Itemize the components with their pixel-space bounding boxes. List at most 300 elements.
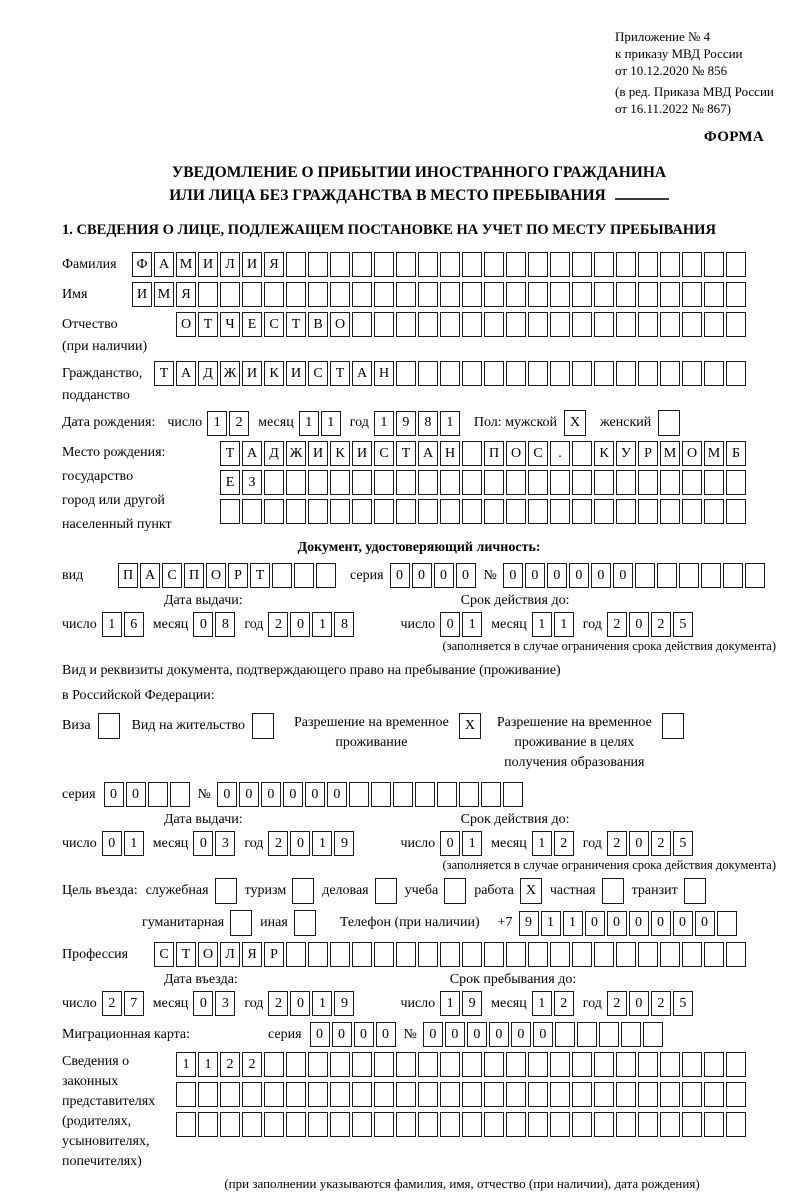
- char-box: [550, 1052, 570, 1077]
- char-box: [594, 282, 614, 307]
- purpose-transit-checkbox: [684, 878, 706, 904]
- birth-place-row2-cells: [220, 470, 746, 495]
- char-box: [726, 252, 746, 277]
- identity-doc-dates-row: [62, 612, 776, 637]
- issue-date-heading: Дата выдачи:: [164, 593, 243, 608]
- char-box: П: [184, 563, 204, 588]
- char-box: 2: [651, 991, 671, 1016]
- char-box: [528, 942, 548, 967]
- char-box: [418, 1082, 438, 1107]
- rvp-education-checkbox: [662, 713, 684, 739]
- char-box: 9: [334, 991, 354, 1016]
- day-label: число: [400, 995, 436, 1011]
- char-box: О: [506, 441, 526, 466]
- char-box: [396, 312, 416, 337]
- char-box: [308, 499, 328, 524]
- char-box: [506, 942, 526, 967]
- char-box: Ф: [132, 252, 152, 277]
- day-label: число: [62, 995, 97, 1011]
- stay-doc-dates-row: [62, 831, 776, 856]
- char-box: [638, 252, 658, 277]
- char-box: [459, 782, 479, 807]
- char-box: [616, 361, 636, 386]
- char-box: 2: [651, 612, 671, 637]
- residence-permit-checkbox: [252, 713, 274, 739]
- char-box: [444, 878, 466, 904]
- char-box: 1: [102, 612, 122, 637]
- representatives-label-line: Сведения о: [62, 1054, 130, 1069]
- migration-series-cells: [310, 1022, 396, 1047]
- stay-valid-date-group: [400, 831, 692, 856]
- stay-until-heading: Срок пребывания до:: [449, 972, 577, 987]
- char-box: [440, 1112, 460, 1137]
- issue-month-cells: [193, 831, 235, 856]
- char-box: [316, 563, 336, 588]
- char-box: 8: [418, 411, 438, 436]
- char-box: А: [352, 361, 372, 386]
- char-box: [440, 282, 460, 307]
- given-name-cells: [132, 282, 746, 307]
- char-box: [550, 312, 570, 337]
- char-box: [616, 282, 636, 307]
- char-box: [660, 312, 680, 337]
- char-box: [484, 1112, 504, 1137]
- char-box: [242, 1112, 262, 1137]
- char-box: [704, 282, 724, 307]
- char-box: Я: [264, 252, 284, 277]
- char-box: 2: [607, 831, 627, 856]
- rvp-education-option: [497, 713, 684, 773]
- char-box: [294, 563, 314, 588]
- char-box: 1: [440, 991, 460, 1016]
- purpose-tourism-checkbox: [292, 878, 314, 904]
- doc-type-label: вид: [62, 567, 84, 583]
- valid-day-cells: [440, 612, 482, 637]
- char-box: [550, 1082, 570, 1107]
- char-box: [572, 361, 592, 386]
- char-box: [726, 470, 746, 495]
- char-box: Р: [638, 441, 658, 466]
- char-box: М: [176, 252, 196, 277]
- char-box: [550, 1112, 570, 1137]
- section1-heading: 1. СВЕДЕНИЯ О ЛИЦЕ, ПОДЛЕЖАЩЕМ ПОСТАНОВКЕ НА УЧЕТ ПО МЕСТУ ПРЕБЫВАНИЯ: [62, 222, 716, 238]
- char-box: К: [594, 441, 614, 466]
- char-box: Ж: [220, 361, 240, 386]
- char-box: [638, 1052, 658, 1077]
- char-box: [418, 1052, 438, 1077]
- purpose-other-checkbox: [294, 910, 316, 936]
- char-box: 3: [215, 991, 235, 1016]
- identity-issue-date-group: [62, 612, 354, 637]
- char-box: [396, 1052, 416, 1077]
- citizenship-label: Гражданство, подданство: [62, 366, 143, 403]
- char-box: [594, 499, 614, 524]
- char-box: А: [154, 252, 174, 277]
- issue-day-cells: [102, 612, 144, 637]
- char-box: О: [682, 441, 702, 466]
- char-box: [352, 499, 372, 524]
- visa-option: [62, 713, 120, 739]
- char-box: [440, 499, 460, 524]
- char-box: [635, 563, 655, 588]
- gender-female-label: женский: [600, 415, 652, 430]
- char-box: .: [550, 441, 570, 466]
- gender-male-label: Пол: мужской: [473, 415, 558, 430]
- char-box: [286, 1112, 306, 1137]
- char-box: 0: [511, 1022, 531, 1047]
- char-box: [308, 252, 328, 277]
- char-box: 0: [445, 1022, 465, 1047]
- char-box: С: [374, 441, 394, 466]
- surname-cells: [132, 252, 746, 277]
- char-box: [484, 942, 504, 967]
- char-box: [682, 470, 702, 495]
- birth-place-row3-cells: [220, 499, 746, 524]
- char-box: [528, 282, 548, 307]
- char-box: 0: [489, 1022, 509, 1047]
- char-box: [572, 441, 592, 466]
- char-box: 0: [193, 991, 213, 1016]
- char-box: [330, 282, 350, 307]
- char-box: 0: [533, 1022, 553, 1047]
- char-box: [594, 312, 614, 337]
- char-box: 0: [283, 782, 303, 807]
- stay-number-label: №: [197, 786, 211, 802]
- purpose-humanitarian-checkbox: [230, 910, 252, 936]
- birth-place-labels: [62, 441, 220, 537]
- char-box: А: [140, 563, 160, 588]
- char-box: [638, 1112, 658, 1137]
- day-label: число: [400, 835, 436, 851]
- char-box: [308, 470, 328, 495]
- char-box: 0: [193, 831, 213, 856]
- surname-row: [62, 252, 776, 277]
- char-box: [506, 1082, 526, 1107]
- birth-date-row: [62, 410, 776, 436]
- char-box: 9: [396, 411, 416, 436]
- char-box: 0: [591, 563, 611, 588]
- char-box: [660, 499, 680, 524]
- char-box: [286, 1052, 306, 1077]
- identity-valid-date-group: [400, 612, 692, 637]
- char-box: [704, 470, 724, 495]
- valid-month-cells: [532, 831, 574, 856]
- char-box: 0: [261, 782, 281, 807]
- migration-card-label: Миграционная карта:: [62, 1026, 191, 1042]
- char-box: [723, 563, 743, 588]
- char-box: [660, 942, 680, 967]
- annex-line: от 10.12.2020 № 856: [615, 63, 728, 78]
- char-box: И: [286, 361, 306, 386]
- char-box: [220, 1082, 240, 1107]
- char-box: [418, 942, 438, 967]
- char-box: 0: [290, 612, 310, 637]
- char-box: [396, 252, 416, 277]
- char-box: 2: [554, 831, 574, 856]
- char-box: [528, 1052, 548, 1077]
- char-box: 5: [673, 831, 693, 856]
- char-box: [418, 312, 438, 337]
- char-box: [484, 1082, 504, 1107]
- char-box: [662, 713, 684, 739]
- char-box: [506, 470, 526, 495]
- char-box: Ч: [220, 312, 240, 337]
- migration-card-row: [62, 1022, 776, 1047]
- char-box: 0: [607, 911, 627, 936]
- stay-month-cells: [532, 991, 574, 1016]
- char-box: [704, 1112, 724, 1137]
- char-box: [484, 361, 504, 386]
- char-box: 1: [532, 612, 552, 637]
- char-box: [462, 312, 482, 337]
- char-box: [577, 1022, 597, 1047]
- char-box: [418, 470, 438, 495]
- phone-label: Телефон (при наличии): [339, 915, 480, 930]
- visa-label: Виза: [62, 718, 91, 733]
- char-box: [643, 1022, 663, 1047]
- title-underline-blank: [615, 188, 669, 200]
- char-box: О: [330, 312, 350, 337]
- char-box: [638, 282, 658, 307]
- char-box: [484, 499, 504, 524]
- char-box: [352, 942, 372, 967]
- char-box: [371, 782, 391, 807]
- char-box: [286, 1082, 306, 1107]
- char-box: [594, 1052, 614, 1077]
- char-box: [550, 282, 570, 307]
- char-box: 0: [673, 911, 693, 936]
- char-box: 1: [299, 411, 319, 436]
- char-box: [704, 252, 724, 277]
- char-box: [286, 282, 306, 307]
- char-box: [396, 1112, 416, 1137]
- purpose-row1: [62, 878, 776, 904]
- char-box: [264, 470, 284, 495]
- char-box: [594, 942, 614, 967]
- char-box: 1: [563, 911, 583, 936]
- birth-place-sublabel: город или другой: [62, 493, 165, 508]
- char-box: 1: [312, 612, 332, 637]
- char-box: Е: [242, 312, 262, 337]
- purpose-business-checkbox: [215, 878, 237, 904]
- citizenship-row: [62, 361, 776, 405]
- char-box: [528, 361, 548, 386]
- char-box: [440, 312, 460, 337]
- char-box: [660, 282, 680, 307]
- char-box: 1: [176, 1052, 196, 1077]
- doc-number-cells: [503, 563, 765, 588]
- char-box: [638, 312, 658, 337]
- stay-doc-intro-line1: Вид и реквизиты документа, подтверждающего право на пребывание (проживание): [62, 663, 561, 678]
- purpose-work-checkbox: [520, 878, 542, 904]
- year-label: год: [244, 616, 264, 632]
- char-box: [594, 1112, 614, 1137]
- char-box: 0: [440, 612, 460, 637]
- char-box: [176, 1082, 196, 1107]
- migration-number-cells: [423, 1022, 663, 1047]
- char-box: [170, 782, 190, 807]
- char-box: [660, 361, 680, 386]
- issue-day-cells: [102, 831, 144, 856]
- char-box: М: [704, 441, 724, 466]
- char-box: 0: [327, 782, 347, 807]
- char-box: 5: [673, 991, 693, 1016]
- char-box: 0: [613, 563, 633, 588]
- surname-label: Фамилия: [62, 256, 117, 272]
- citizenship-cells: [154, 361, 746, 386]
- char-box: [682, 252, 702, 277]
- char-box: 9: [462, 991, 482, 1016]
- char-box: [484, 252, 504, 277]
- char-box: Т: [176, 942, 196, 967]
- char-box: [717, 911, 737, 936]
- char-box: [198, 1082, 218, 1107]
- char-box: [418, 252, 438, 277]
- day-label: число: [400, 616, 436, 632]
- char-box: [462, 470, 482, 495]
- char-box: [484, 470, 504, 495]
- char-box: [528, 499, 548, 524]
- representatives-block: [62, 1052, 776, 1172]
- char-box: 2: [268, 831, 288, 856]
- char-box: [682, 282, 702, 307]
- char-box: Т: [250, 563, 270, 588]
- char-box: О: [176, 312, 196, 337]
- char-box: [506, 282, 526, 307]
- char-box: [462, 499, 482, 524]
- char-box: [418, 1112, 438, 1137]
- representatives-label-line: попечителях): [62, 1154, 142, 1169]
- char-box: [704, 1052, 724, 1077]
- char-box: 0: [332, 1022, 352, 1047]
- char-box: [616, 470, 636, 495]
- char-box: [602, 878, 624, 904]
- birth-year-cells: [374, 411, 460, 436]
- char-box: [484, 1052, 504, 1077]
- char-box: С: [154, 942, 174, 967]
- char-box: [572, 942, 592, 967]
- annex-block: [615, 28, 776, 117]
- char-box: [484, 312, 504, 337]
- purpose-row2: [62, 910, 776, 936]
- char-box: [658, 410, 680, 436]
- doc-series-cells: [390, 563, 476, 588]
- phone-prefix: +7: [497, 915, 513, 930]
- char-box: [726, 1112, 746, 1137]
- char-box: [374, 252, 394, 277]
- char-box: [506, 1052, 526, 1077]
- form-title-line2: ИЛИ ЛИЦА БЕЗ ГРАЖДАНСТВА В МЕСТО ПРЕБЫВАНИЯ: [62, 184, 776, 207]
- char-box: X: [520, 878, 542, 904]
- entry-dates-row: [62, 991, 776, 1016]
- char-box: А: [176, 361, 196, 386]
- char-box: [572, 1112, 592, 1137]
- stay-year-cells: [607, 991, 693, 1016]
- char-box: 0: [193, 612, 213, 637]
- char-box: [599, 1022, 619, 1047]
- char-box: 0: [290, 991, 310, 1016]
- valid-month-cells: [532, 612, 574, 637]
- year-label: год: [244, 995, 264, 1011]
- birth-month-cells: [299, 411, 341, 436]
- char-box: [437, 782, 457, 807]
- forma-label: ФОРМА: [703, 129, 764, 145]
- char-box: [415, 782, 435, 807]
- char-box: [252, 713, 274, 739]
- char-box: [330, 252, 350, 277]
- char-box: 1: [312, 991, 332, 1016]
- char-box: [418, 361, 438, 386]
- char-box: 8: [215, 612, 235, 637]
- stay-until-date-group: [400, 991, 692, 1016]
- char-box: [503, 782, 523, 807]
- char-box: [352, 252, 372, 277]
- char-box: [726, 1052, 746, 1077]
- char-box: 0: [434, 563, 454, 588]
- char-box: [638, 499, 658, 524]
- purpose-private-checkbox: [602, 878, 624, 904]
- char-box: [616, 252, 636, 277]
- gender-group: [474, 410, 694, 436]
- char-box: А: [418, 441, 438, 466]
- char-box: [506, 361, 526, 386]
- year-label: год: [582, 995, 602, 1011]
- char-box: 1: [124, 831, 144, 856]
- rvp-option: [294, 713, 481, 753]
- gender-male-checkbox: [564, 410, 586, 436]
- rvp-checkbox: [459, 713, 481, 739]
- char-box: [352, 1112, 372, 1137]
- day-label: число: [167, 415, 203, 430]
- profession-label: Профессия: [62, 946, 129, 962]
- char-box: [352, 1082, 372, 1107]
- month-label: месяц: [491, 995, 527, 1011]
- char-box: Т: [396, 441, 416, 466]
- char-box: 8: [334, 612, 354, 637]
- char-box: [572, 1082, 592, 1107]
- char-box: [638, 361, 658, 386]
- char-box: [572, 1052, 592, 1077]
- char-box: 2: [229, 411, 249, 436]
- char-box: Т: [286, 312, 306, 337]
- patronymic-cells: [176, 312, 746, 337]
- birth-place-row1-cells: [220, 441, 746, 466]
- char-box: С: [308, 361, 328, 386]
- char-box: [352, 312, 372, 337]
- day-label: число: [62, 835, 97, 851]
- char-box: [349, 782, 369, 807]
- char-box: X: [564, 410, 586, 436]
- char-box: 0: [547, 563, 567, 588]
- char-box: 1: [440, 411, 460, 436]
- month-label: месяц: [152, 835, 189, 851]
- char-box: 2: [268, 991, 288, 1016]
- char-box: [294, 910, 316, 936]
- char-box: [396, 470, 416, 495]
- char-box: [506, 1112, 526, 1137]
- valid-day-cells: [440, 831, 482, 856]
- char-box: [572, 282, 592, 307]
- char-box: 3: [215, 831, 235, 856]
- char-box: [660, 1052, 680, 1077]
- char-box: [481, 782, 501, 807]
- char-box: [660, 252, 680, 277]
- identity-doc-heading: Документ, удостоверяющий личность:: [297, 540, 541, 555]
- char-box: [726, 499, 746, 524]
- char-box: [701, 563, 721, 588]
- purpose-work-option: работа X: [474, 878, 542, 904]
- char-box: [726, 312, 746, 337]
